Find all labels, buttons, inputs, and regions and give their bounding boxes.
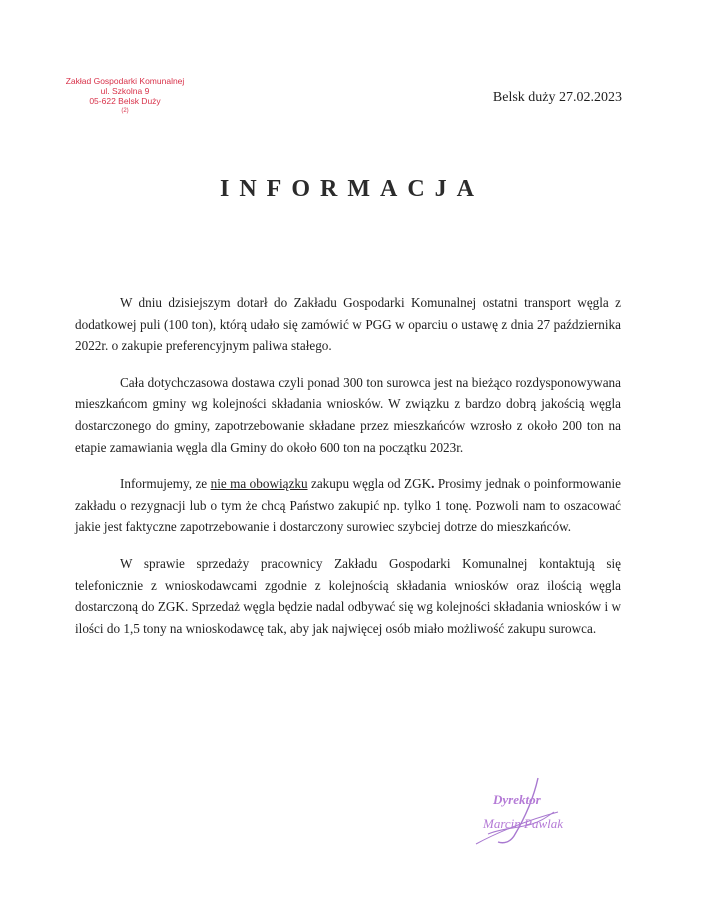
signature-name: Marcin Pawlak xyxy=(483,816,564,831)
paragraph-3 xyxy=(75,473,621,538)
paragraph-1: W dniu dzisiejszym dotarł do Zakładu Gospodarki Komunalnej ostatni transport węgla z dodatkowej puli (100 ton), którą udało się zamówić w PGG w oparciu o ustawę z dnia 27 października 2022r. o zakupie preferencyjnym paliwa stałego. xyxy=(75,295,621,354)
document-body xyxy=(75,292,621,654)
document-date: Belsk duży 27.02.2023 xyxy=(492,90,622,105)
paragraph-3-middle: zakupu węgla od ZGK xyxy=(307,476,432,492)
paragraph-3-start: Informujemy, ze xyxy=(120,476,211,492)
document-title: INFORMACJA xyxy=(220,176,484,202)
signature-block xyxy=(468,776,578,846)
paragraph-4: W sprawie sprzedaży pracownicy Zakładu Gospodarki Komunalnej kontaktują się telefonicznie z wnioskodawcami zgodnie z kolejnością składania wniosków oraz ilością węgla dostarczoną do ZGK. Sprzedaż węgla będzie nadal odbywać się wg kolejności składania wniosków i w ilości do 1,5 tony na wnioskodawcę tak, aby jak najwięcej osób miało możliwość zakupu surowca. xyxy=(75,555,621,636)
paragraph-3-dot: . xyxy=(431,476,435,492)
stamp-code: (2) xyxy=(121,108,129,114)
sender-stamp xyxy=(40,76,210,116)
paragraph-2: Cała dotychczasowa dostawa czyli ponad 300 ton surowca jest na bieżąco rozdysponowywana mieszkańcom gminy wg kolejności składania wniosków. W związku z bardzo dobrą jakością węgla dostarczonego do gminy, zapotrzebowanie składane przez mieszkańców wzrosło z około 200 ton na etapie zamawiania węgla dla Gminy do około 600 ton na początku 2023r. xyxy=(75,374,621,455)
no-obligation-underlined: nie ma obowiązku xyxy=(210,476,308,492)
stamp-company-name: Zakład Gospodarki Komunalnej xyxy=(65,76,185,86)
signature-role: Dyrektor xyxy=(493,792,541,807)
handwritten-signature-stroke xyxy=(468,776,578,846)
stamp-postal-city: 05-622 Belsk Duży xyxy=(89,96,161,106)
stamp-street: ul. Szkolna 9 xyxy=(100,86,150,96)
paragraph-3-end: Prosimy jednak o poinformowanie zakładu o rezygnacji lub o tym że chcą Państwo zakupić np. tylko 1 tonę. Pozwoli nam to oszacować jakie jest faktyczne zapotrzebowanie i dostarczony surowiec szybciej dotrze do mieszkańców. xyxy=(75,476,622,535)
